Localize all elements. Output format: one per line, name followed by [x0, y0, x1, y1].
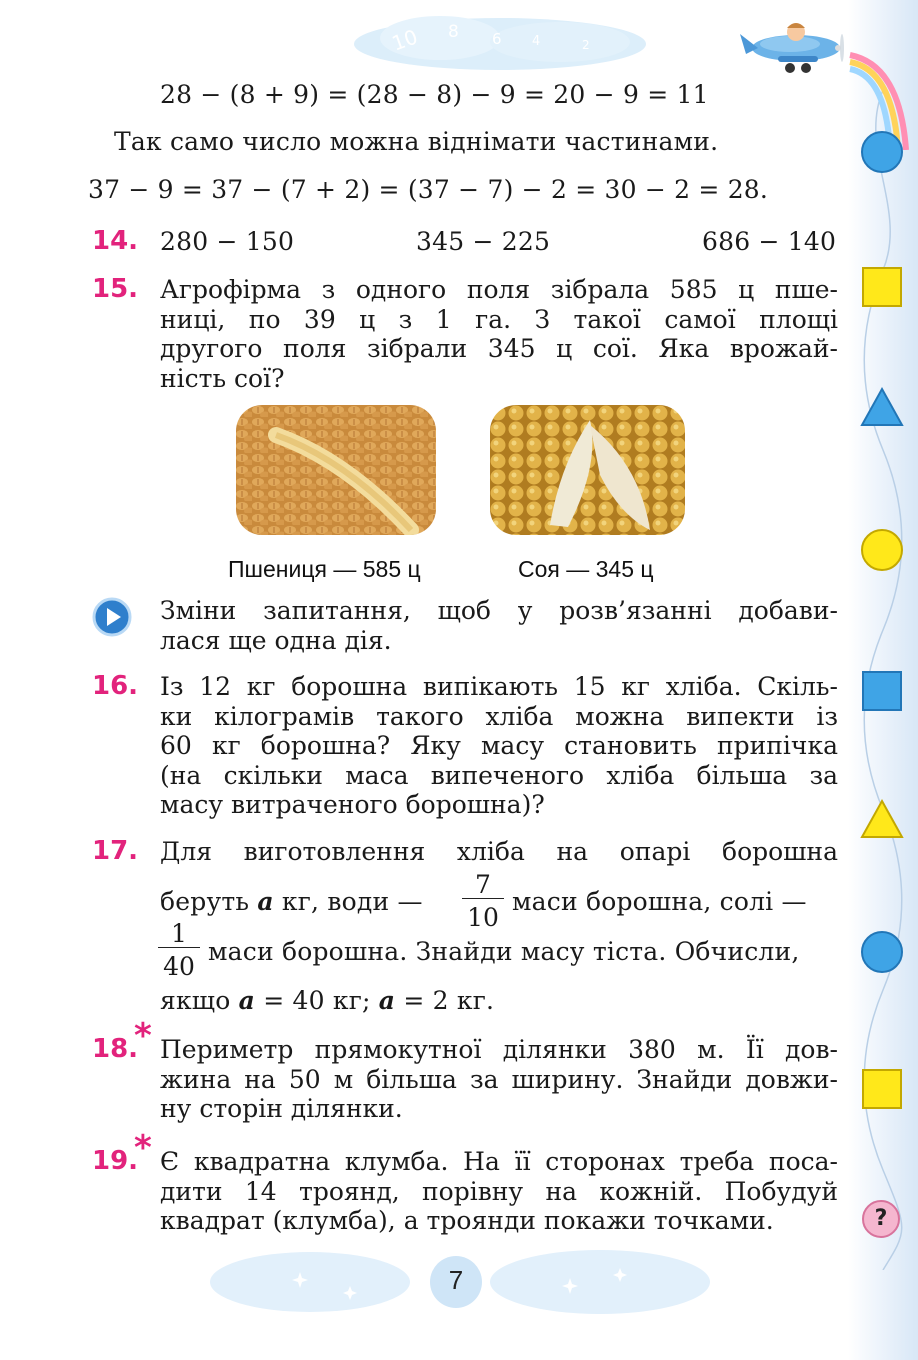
text-line: Периметр прямокутної ділянки 380 м. Її дов-	[160, 1035, 838, 1064]
cloud-digit: 4	[532, 34, 541, 49]
text-line: другого поля зібрали 345 ц сої. Яка врожай-	[160, 334, 838, 363]
intro-equation-2: 37 − 9 = 37 − (7 + 2) = (37 − 7) − 2 = 30 − 2 = 28.	[88, 175, 769, 204]
fraction-numerator: 1	[171, 919, 187, 948]
circle-yellow-icon	[858, 528, 906, 576]
wheat-caption: Пшениця — 585 ц	[228, 556, 421, 582]
task-change-text	[160, 596, 838, 655]
circle-blue-icon	[858, 930, 906, 978]
exercise-14-item: 345 − 225	[416, 227, 551, 256]
triangle-yellow-icon	[858, 797, 906, 845]
fraction-1-40	[158, 919, 200, 980]
exercise-17-line-1	[160, 837, 838, 867]
text-line: ки кілограмів такого хліба можна випекти із	[160, 701, 838, 731]
page-number: 7	[448, 1265, 464, 1295]
text-line: 60 кг борошна? Яку масу становить припічка	[160, 731, 838, 760]
text-segment: якщо	[160, 986, 231, 1015]
text-line: масу витраченого борошна)?	[160, 790, 545, 819]
text-line: Із 12 кг борошна випікають 15 кг хліба. Скіль-	[160, 672, 838, 701]
exercise-16-text	[160, 672, 838, 820]
circle-blue-icon	[858, 130, 906, 178]
square-yellow-icon	[858, 264, 906, 312]
text-line: ність сої?	[160, 363, 285, 393]
triangle-blue-icon	[858, 385, 906, 433]
difficulty-star-icon: *	[134, 1016, 152, 1056]
variable-a: a	[378, 986, 396, 1015]
text-segment: = 2 кг.	[403, 986, 495, 1015]
exercise-14-item: 686 − 140	[702, 227, 837, 256]
exercise-15-text	[160, 275, 838, 393]
fraction-numerator: 7	[475, 870, 491, 899]
text-line: Агрофірма з одного поля зібрала 585 ц пше-	[160, 275, 838, 304]
text-line: ниці, по 39 ц з 1 га. З такої самої площі	[160, 304, 838, 334]
text-line: жина на 50 м більша за ширину. Знайди довжи-	[160, 1064, 838, 1094]
cloud-digit: 8	[448, 22, 459, 42]
exercise-17-line-4	[160, 986, 494, 1015]
fraction-7-10	[462, 870, 504, 931]
square-blue-icon	[858, 668, 906, 716]
soy-caption: Соя — 345 ц	[518, 556, 654, 582]
intro-text: Так само число можна віднімати частинами.	[114, 127, 719, 156]
exercise-14-item: 280 − 150	[160, 227, 295, 256]
text-line: Є квадратна клумба. На її сторонах треба поса-	[160, 1147, 838, 1176]
fraction-denominator: 40	[163, 952, 195, 981]
text-line: ну сторін ділянки.	[160, 1094, 403, 1123]
exercise-16-number: 16.	[92, 671, 139, 701]
exercise-17-line-2c: маси борошна, солі —	[512, 887, 807, 916]
text-line: лася ще одна дія.	[160, 625, 392, 655]
difficulty-star-icon: *	[134, 1128, 152, 1168]
text-segment: кг, води —	[281, 887, 423, 916]
text-line: дити 14 троянд, порівну на кожній. Побудуй	[160, 1176, 838, 1206]
exercise-19-number: 19.	[92, 1146, 139, 1176]
exercise-15-number: 15.	[92, 274, 139, 304]
text-line: квадрат (клумба), а троянди покажи точками.	[160, 1206, 774, 1235]
soy-photo	[490, 405, 685, 535]
intro-equation-1: 28 − (8 + 9) = (28 − 8) − 9 = 20 − 9 = 11	[160, 80, 709, 109]
wheat-photo	[236, 405, 436, 535]
exercise-17-line-3: маси борошна. Знайди масу тіста. Обчисли,	[208, 937, 800, 966]
exercise-19-text	[160, 1147, 838, 1236]
text-line: Зміни запитання, щоб у розв’язанні добави-	[160, 596, 838, 625]
text-segment: = 40 кг;	[263, 986, 371, 1015]
cloud-digit: 2	[582, 38, 590, 52]
variable-a: a	[257, 887, 274, 916]
play-icon	[92, 597, 132, 637]
exercise-17-line-2a	[160, 887, 423, 916]
fraction-denominator: 10	[467, 903, 499, 932]
variable-a: a	[238, 986, 256, 1015]
exercise-17-number: 17.	[92, 836, 139, 866]
square-yellow-icon	[858, 1066, 906, 1114]
airplane-illustration	[738, 14, 848, 78]
exercise-18-text	[160, 1035, 838, 1124]
text-line: (на скільки маса випеченого хліба більша за	[160, 760, 838, 790]
text-segment: беруть	[160, 887, 250, 916]
text-line: Для виготовлення хліба на опарі борошна	[160, 837, 838, 866]
cloud-digit: 6	[492, 30, 502, 48]
cloud-digit: 10	[388, 24, 421, 56]
help-icon: ?	[862, 1200, 900, 1238]
exercise-18-number: 18.	[92, 1034, 139, 1064]
exercise-14-number: 14.	[92, 226, 139, 256]
